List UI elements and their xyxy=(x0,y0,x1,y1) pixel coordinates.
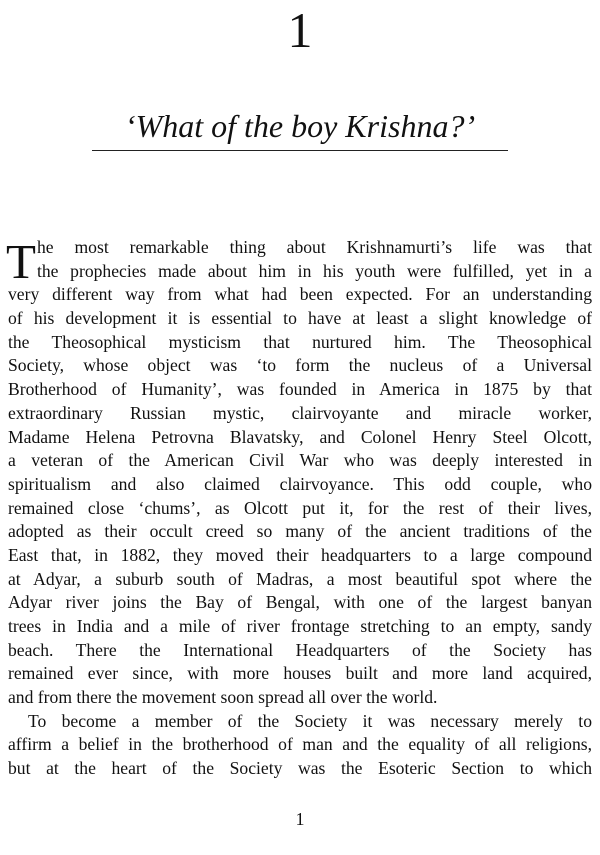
text-line: Brotherhood of Humanity’, was founded in America in 1875 by that xyxy=(8,379,592,400)
text-line: East that, in 1882, they moved their headquarters to a large compound xyxy=(8,544,592,565)
text-line: but at the heart of the Society was the Esoteric Section to which xyxy=(8,758,592,779)
text-line: trees in India and a mile of river frontage stretching to an empty, sandy xyxy=(8,616,592,636)
text-line: and from there the movement soon spread all over the world. xyxy=(8,687,438,708)
text-line: affirm a belief in the brotherhood of man and the equality of all religions, xyxy=(8,734,592,755)
text-line: To become a member of the Society it was necessary merely to xyxy=(28,710,592,731)
text-line: the prophecies made about him in his youth were fulfilled, yet in a xyxy=(37,260,592,281)
text-line: adopted as their occult creed so many of the ancient traditions of the xyxy=(8,521,592,542)
text-line: of his development it is essential to have at least a slight knowledge of xyxy=(8,308,592,329)
page-number: 1 xyxy=(295,809,305,829)
text-line: beach. There the International Headquarters of the Society has xyxy=(8,639,592,660)
text-line: the Theosophical mysticism that nurtured him. The Theosophical xyxy=(8,331,592,352)
text-line: very different way from what had been expected. For an understanding xyxy=(8,284,592,305)
text-line: remained close ‘chums’, as Olcott put it, for the rest of their lives, xyxy=(8,497,592,518)
text-line: remained ever since, with more houses built and more land acquired, xyxy=(8,663,592,684)
chapter-title: ‘What of the boy Krishna?’ xyxy=(124,108,476,144)
text-line: a veteran of the American Civil War who was deeply interested in xyxy=(8,450,592,471)
drop-cap: T xyxy=(6,234,36,289)
chapter-number: 1 xyxy=(287,2,313,58)
title-underline-rule xyxy=(92,150,508,151)
text-line: Society, whose object was ‘to form the nucleus of a Universal xyxy=(8,355,592,376)
text-line: extraordinary Russian mystic, clairvoyante and miracle worker, xyxy=(8,402,592,423)
text-line: at Adyar, a suburb south of Madras, a most beautiful spot where the xyxy=(8,568,592,589)
body-text xyxy=(8,236,592,781)
text-line: he most remarkable thing about Krishnamurti’s life was that xyxy=(37,237,592,257)
text-line: spiritualism and also claimed clairvoyance. This odd couple, who xyxy=(8,473,592,494)
text-line: Madame Helena Petrovna Blavatsky, and Colonel Henry Steel Olcott, xyxy=(8,426,592,447)
text-line: Adyar river joins the Bay of Bengal, with one of the largest banyan xyxy=(8,592,592,613)
